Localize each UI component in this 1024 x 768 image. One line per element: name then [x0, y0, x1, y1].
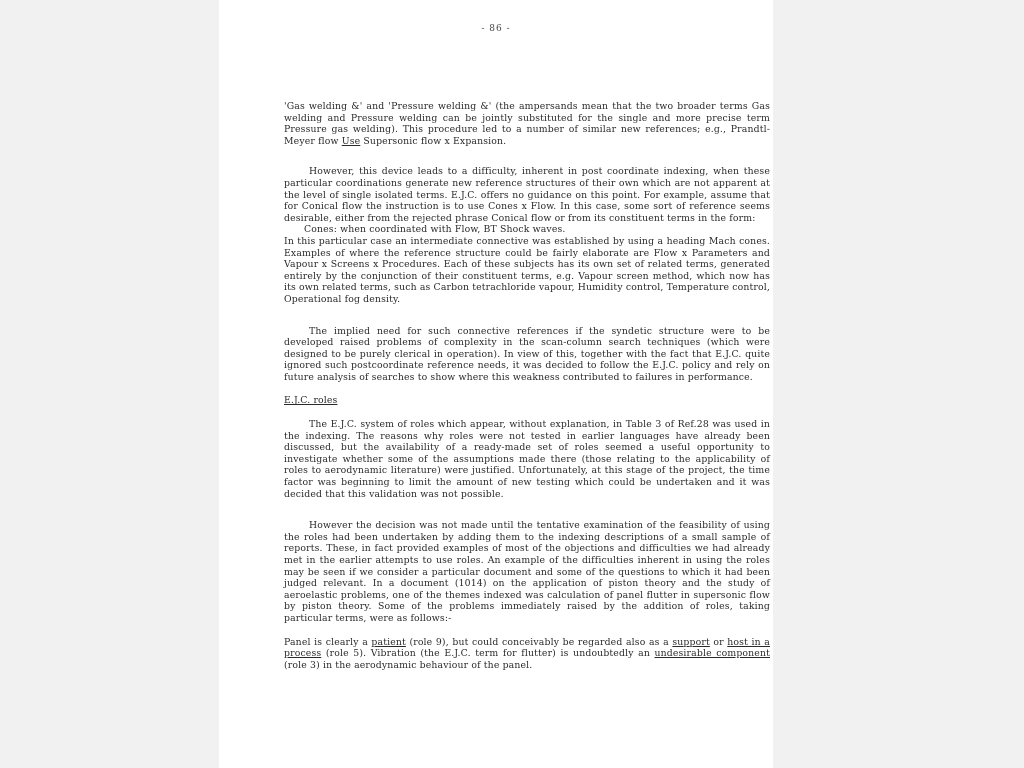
paragraph-5: However the decision was not made until the tentative examination of the feasibility of using the roles had been undertaken by adding them to the indexing descriptions of a small sample of reports. These, in fact provided examples of most of the objections and difficulties we had already met in the earlier attempts to use roles. An example of the difficulties inherent in using the roles may be seen if we consider a particular document and some of the questions to which it had been judged relevant. In a document (1014) on the application of piston theory and the study of aeroelastic problems, one of the themes indexed was calculation of panel flutter in supersonic flow by piston theory. Some of the problems immediately raised by the addition of roles, taking particular terms, were as follows:- [284, 520, 770, 624]
page-number: - 86 - [481, 24, 511, 34]
role-patient: patient [371, 636, 406, 648]
paragraph-2 [284, 166, 770, 305]
paragraph-6-t1: Panel is clearly a [284, 636, 372, 648]
paragraph-1-text-a: 'Gas welding &' and 'Pressure welding &' (the ampersands mean that the two broader terms Gas welding and Pressure welding can be jointly substituted for the single and more precise term Pressure gas welding). This procedure led to a number of similar new references; e.g., Prandtl-Meyer flow [284, 101, 770, 147]
paragraph-3: The implied need for such connective references if the syndetic structure were to be developed raised problems of complexity in the scan-column search techniques (which were designed to be purely clerical in operation). In view of this, together with the fact that E.J.C. quite ignored such postcoordinate reference needs, it was decided to follow the E.J.C. policy and rely on future analysis of searches to show where this weakness contributed to failures in performance. [284, 325, 770, 383]
paragraph-1-text-b: Supersonic flow x Expansion. [360, 135, 507, 147]
role-host-in-process: host in a process [284, 636, 770, 660]
role-support: support [672, 636, 710, 648]
paragraph-6-t4: (role 5). Vibration (the E.J.C. term for flutter) is undoubtedly an [321, 648, 655, 660]
text-body [284, 101, 770, 683]
role-undesirable-component: undesirable component [654, 648, 770, 660]
paragraph-2-text-b: In this particular case an intermediate connective was established by using a heading Mach cones. Examples of where the reference structure could be fairly elaborate are Flow x Parameters and Vapour x Screens x Procedures. Each of these subjects has its own set of related terms, generated entirely by the conjunction of their constituent terms, e.g. Vapour screen method, which now has its own related terms, such as Carbon tetrachloride vapour, Humidity control, Temperature control, Operational fog density. [284, 235, 770, 305]
paragraph-1 [284, 101, 770, 147]
paragraph-6-t5: (role 3) in the aerodynamic behaviour of the panel. [284, 659, 533, 671]
cones-line: Cones: when coordinated with Flow, BT Shock waves. [304, 224, 566, 236]
document-page [219, 0, 773, 768]
section-heading: E.J.C. roles [284, 395, 338, 407]
paragraph-6-t3: or [709, 636, 728, 648]
paragraph-4: The E.J.C. system of roles which appear, without explanation, in Table 3 of Ref.28 was used in the indexing. The reasons why roles were not tested in earlier languages have already been discussed, but the availability of a ready-made set of roles seemed a useful opportunity to investigate whether some of the assumptions made there (those relating to the applicability of roles to aerodynamic literature) were justified. Unfortunately, at this stage of the project, the time factor was beginning to limit the amount of new testing which could be undertaken and it was decided that this validation was not possible. [284, 419, 770, 500]
paragraph-2-text-a: However, this device leads to a difficulty, inherent in post coordinate indexing, when these particular coordinations generate new reference structures of their own which are not apparent at the level of single isolated terms. E.J.C. offers no guidance on this point. For example, assume that for Conical flow the instruction is to use Cones x Flow. In this case, some sort of reference seems desirable, either from the rejected phrase Conical flow or from its constituent terms in the form: [284, 166, 770, 224]
use-word: Use [341, 135, 361, 147]
paragraph-6 [284, 637, 770, 672]
paragraph-6-t2: (role 9), but could conceivably be regarded also as a [405, 636, 673, 648]
